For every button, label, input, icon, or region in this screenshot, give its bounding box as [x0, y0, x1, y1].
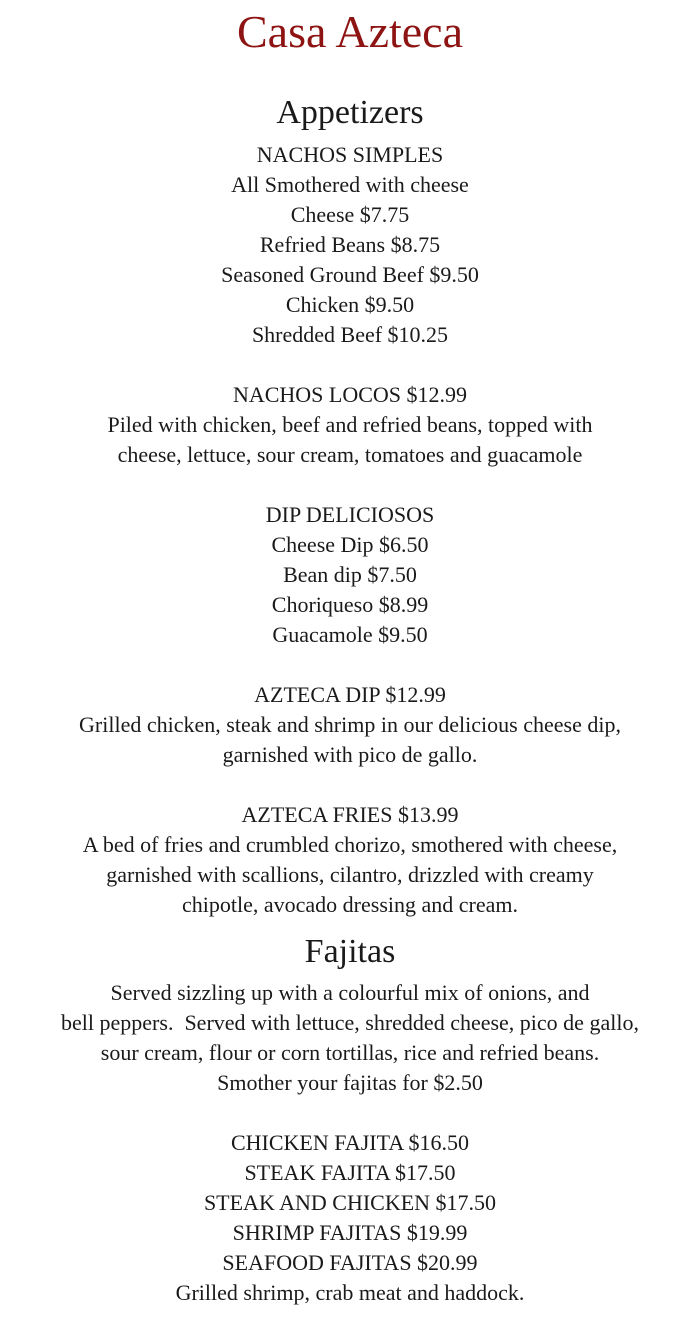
menu-line: DIP DELICIOSOS — [265, 501, 435, 527]
menu-block — [0, 1128, 700, 1308]
menu-line: Bean dip $7.50 — [283, 561, 417, 587]
menu-line: Chicken $9.50 — [285, 291, 415, 317]
menu-line: Served sizzling up with a colourful mix of onions, and — [110, 980, 590, 1006]
section-appetizers — [0, 93, 700, 920]
menu-line: bell peppers. Served with lettuce, shredded cheese, pico de gallo, — [61, 1010, 639, 1036]
section-heading: Appetizers — [276, 93, 424, 131]
menu-line: NACHOS LOCOS $12.99 — [232, 381, 468, 407]
menu-line: SHRIMP FAJITAS $19.99 — [232, 1220, 468, 1246]
menu-line: NACHOS SIMPLES — [256, 141, 444, 167]
section-fajitas — [0, 932, 700, 1309]
menu-line: garnished with pico de gallo. — [222, 741, 478, 767]
menu-line: Cheese $7.75 — [290, 201, 410, 227]
menu-line: Grilled chicken, steak and shrimp in our delicious cheese dip, — [79, 711, 621, 737]
menu-line: chipotle, avocado dressing and cream. — [182, 891, 518, 917]
menu-sections — [0, 93, 700, 1309]
menu-line: Shredded Beef $10.25 — [251, 321, 449, 347]
menu-line: SEAFOOD FAJITAS $20.99 — [222, 1250, 478, 1276]
menu-line: cheese, lettuce, sour cream, tomatoes and guacamole — [117, 441, 583, 467]
menu-line: Choriqueso $8.99 — [271, 591, 429, 617]
restaurant-title: Casa Azteca — [236, 6, 464, 57]
menu-line: Seasoned Ground Beef $9.50 — [221, 261, 479, 287]
menu-line: STEAK AND CHICKEN $17.50 — [203, 1190, 497, 1216]
menu-block — [0, 500, 700, 650]
menu-line: All Smothered with cheese — [231, 171, 469, 197]
menu-line: AZTECA FRIES $13.99 — [241, 801, 459, 827]
menu-line: Cheese Dip $6.50 — [271, 531, 429, 557]
menu-block — [0, 680, 700, 770]
menu-line: garnished with scallions, cilantro, drizzled with creamy — [106, 861, 594, 887]
menu-block — [0, 800, 700, 920]
menu-line: Grilled shrimp, crab meat and haddock. — [175, 1280, 525, 1306]
menu-line: Refried Beans $8.75 — [259, 231, 441, 257]
menu-line: sour cream, flour or corn tortillas, rice and refried beans. — [100, 1040, 600, 1066]
menu-line: A bed of fries and crumbled chorizo, smothered with cheese, — [82, 831, 618, 857]
section-heading: Fajitas — [304, 932, 396, 970]
menu-line: Guacamole $9.50 — [272, 621, 428, 647]
menu-block — [0, 140, 700, 350]
menu-line: Piled with chicken, beef and refried beans, topped with — [107, 411, 593, 437]
menu-block — [0, 380, 700, 470]
menu-line: AZTECA DIP $12.99 — [254, 681, 446, 707]
menu-line: STEAK FAJITA $17.50 — [244, 1160, 456, 1186]
menu-block — [0, 978, 700, 1098]
menu-line: CHICKEN FAJITA $16.50 — [230, 1130, 469, 1156]
menu-line: Smother your fajitas for $2.50 — [217, 1070, 483, 1096]
